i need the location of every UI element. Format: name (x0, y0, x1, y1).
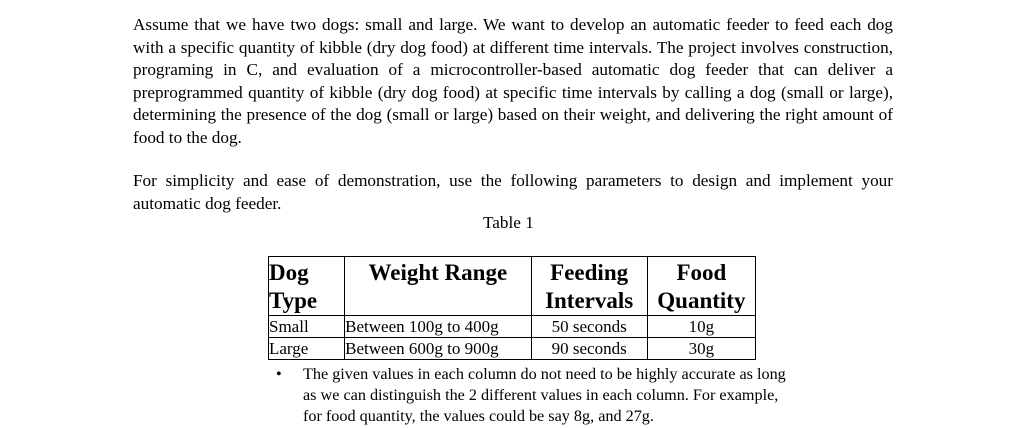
cell-food-quantity: 30g (647, 338, 755, 360)
table-row (269, 316, 756, 338)
instruction-paragraph: For simplicity and ease of demonstration, use the following parameters to design and implement your automatic dog feeder. (133, 171, 893, 213)
table-header-row (269, 257, 756, 316)
note-text: The given values in each column do not need to be highly accurate as long as we can distinguish the 2 different values in each column. For example, for food quantity, the values could be say 8g, and 27g. (303, 365, 786, 425)
cell-dog-type: Small (269, 316, 345, 338)
cell-dog-type: Large (269, 338, 345, 360)
table-caption: Table 1 (483, 213, 534, 232)
intro-paragraph: Assume that we have two dogs: small and large. We want to develop an automatic feeder to feed each dog with a specific quantity of kibble (dry dog food) at different time intervals. The project involves construction, programing in C, and evaluation of a microcontroller-based automatic dog feeder that can deliver a preprogrammed quantity of kibble (dry dog food) at specific time intervals by calling a dog (small or large), determining the presence of the dog (small or large) based on their weight, and delivering the right amount of food to the dog. (133, 15, 893, 147)
header-food-quantity: Food Quantity (647, 257, 755, 316)
cell-feeding-interval: 90 seconds (531, 338, 647, 360)
parameters-table (268, 256, 756, 360)
header-dog-type: Dog Type (269, 257, 345, 316)
bullet-point: • (276, 365, 282, 383)
note-list-item (276, 364, 796, 426)
header-weight-range: Weight Range (345, 257, 531, 316)
table-row (269, 338, 756, 360)
cell-weight-range: Between 600g to 900g (345, 338, 531, 360)
header-feeding-intervals: Feeding Intervals (531, 257, 647, 316)
cell-food-quantity: 10g (647, 316, 755, 338)
cell-weight-range: Between 100g to 400g (345, 316, 531, 338)
cell-feeding-interval: 50 seconds (531, 316, 647, 338)
